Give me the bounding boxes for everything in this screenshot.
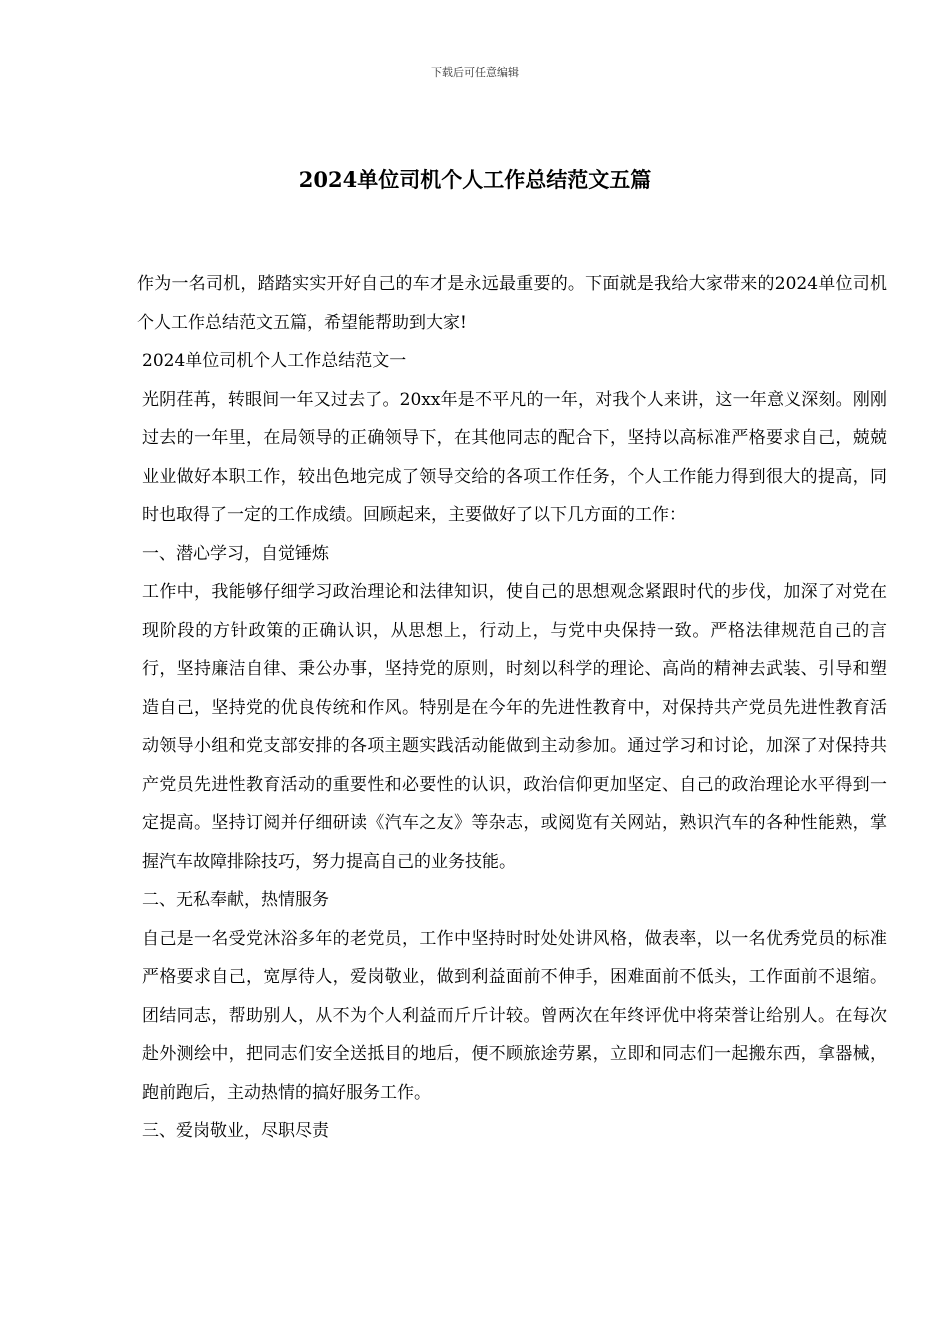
body-paragraph: 光阴荏苒，转眼间一年又过去了。20xx年是不平凡的一年，对我个人来讲，这一年意义深刻。刚刚过去的一年里，在局领导的正确领导下，在其他同志的配合下，坚持以高标准严格要求自己，兢兢业业做好本职工作，较出色地完成了领导交给的各项工作任务，个人工作能力得到很大的提高，同时也取得了一定的工作成绩。回顾起来，主要做好了以下几方面的工作： bbox=[142, 389, 887, 525]
section-heading: 二、无私奉献，热情服务 bbox=[142, 890, 329, 910]
section-heading: 一、潜心学习，自觉锤炼 bbox=[142, 543, 329, 564]
page-header-note: 下载后可任意编辑 bbox=[431, 66, 519, 79]
document-body bbox=[137, 265, 887, 1151]
intro-paragraph: 作为一名司机，踏踏实实开好自己的车才是永远最重要的。下面就是我给大家带来的2024单位司机个人工作总结范文五篇，希望能帮助到大家! bbox=[137, 274, 887, 333]
section-title: 2024单位司机个人工作总结范文一 bbox=[142, 351, 407, 371]
body-paragraph: 工作中，我能够仔细学习政治理论和法律知识，使自己的思想观念紧跟时代的步伐，加深了对党在现阶段的方针政策的正确认识，从思想上，行动上，与党中央保持一致。严格法律规范自己的言行，坚持廉洁自律、秉公办事，坚持党的原则，时刻以科学的理论、高尚的精神去武装、引导和塑造自己，坚持党的优良传统和作风。特别是在今年的先进性教育中，对保持共产党员先进性教育活动领导小组和党支部安排的各项主题实践活动能做到主动参加。通过学习和讨论，加深了对保持共产党员先进性教育活动的重要性和必要性的认识，政治信仰更加坚定、自己的政治理论水平得到一定提高。坚持订阅并仔细研读《汽车之友》等杂志，或阅览有关网站，熟识汽车的各种性能熟，掌握汽车故障排除技巧，努力提高自己的业务技能。 bbox=[142, 582, 887, 872]
document-title: 2024单位司机个人工作总结范文五篇 bbox=[298, 167, 652, 192]
section-heading: 三、爱岗敬业，尽职尽责 bbox=[142, 1121, 329, 1141]
body-paragraph: 自己是一名受党沐浴多年的老党员，工作中坚持时时处处讲风格，做表率，以一名优秀党员的标准严格要求自己，宽厚待人，爱岗敬业，做到利益面前不伸手，困难面前不低头，工作面前不退缩。团结同志，帮助别人，从不为个人利益而斤斤计较。曾两次在年终评优中将荣誉让给别人。在每次赴外测绘中，把同志们安全送抵目的地后，便不顾旅途劳累，立即和同志们一起搬东西，拿器械，跑前跑后，主动热情的搞好服务工作。 bbox=[142, 928, 887, 1103]
